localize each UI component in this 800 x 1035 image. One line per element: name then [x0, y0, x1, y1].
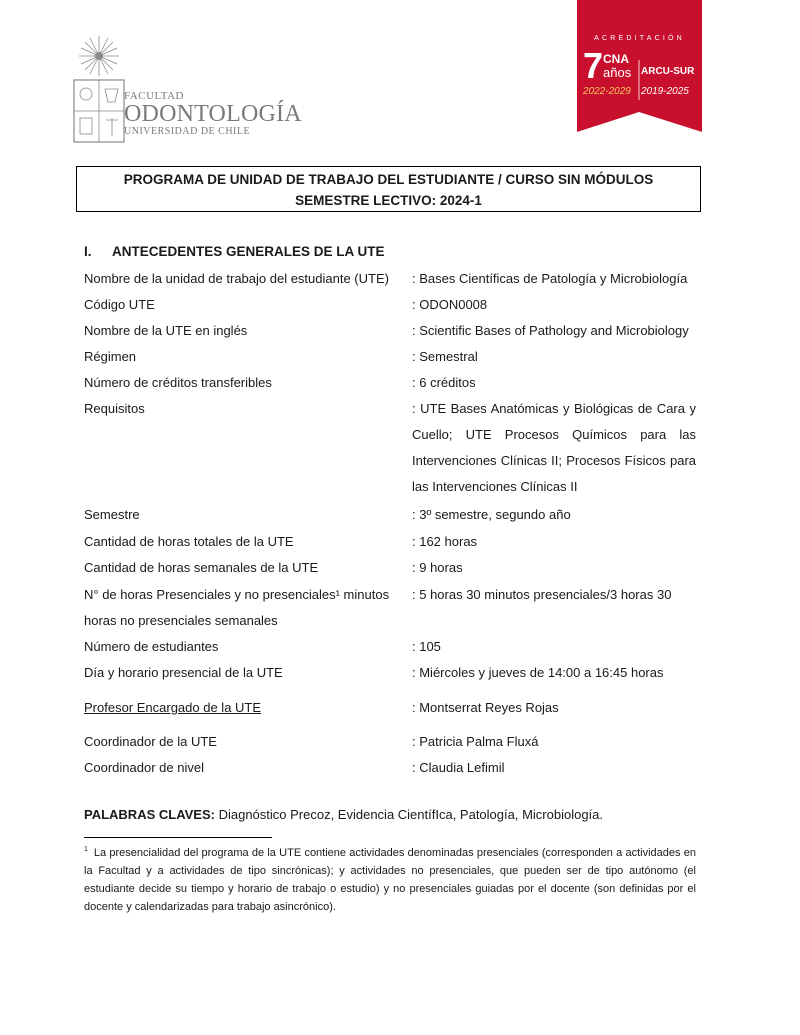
logo-university-name: UNIVERSIDAD DE CHILE [124, 126, 251, 137]
info-label: Día y horario presencial de la UTE [84, 665, 283, 680]
info-value: : 162 horas [412, 534, 478, 549]
program-semester: SEMESTRE LECTIVO: 2024-1 [295, 193, 482, 208]
faculty-logo [72, 34, 302, 146]
accreditation-arcu: ARCU-SUR [641, 66, 695, 77]
section-number: I. [84, 244, 92, 259]
program-title: PROGRAMA DE UNIDAD DE TRABAJO DEL ESTUDIANTE / CURSO SIN MÓDULOS [123, 172, 654, 187]
info-value: : Claudia Lefimil [412, 760, 505, 775]
info-label: Número de créditos transferibles [84, 375, 272, 390]
info-value: : ODON0008 [412, 297, 488, 312]
info-value: : Montserrat Reyes Rojas [412, 700, 559, 715]
info-label: Coordinador de nivel [84, 760, 204, 775]
info-value: : Scientific Bases of Pathology and Microbiology [412, 323, 689, 338]
program-title-box [76, 166, 701, 212]
accreditation-ribbon [577, 0, 702, 132]
info-value: : 6 créditos [412, 375, 476, 390]
info-label: Régimen [84, 349, 137, 364]
keywords-text: Diagnóstico Precoz, Evidencia CientífIca, Patología, Microbiología. [214, 807, 604, 822]
footnote-marker: 1 [84, 846, 88, 854]
info-value: : 105 [412, 639, 441, 654]
info-label: Semestre [84, 507, 140, 522]
keywords-label: PALABRAS CLAVES: [84, 807, 215, 822]
keywords-line [84, 807, 603, 822]
university-emblem-icon [72, 34, 126, 146]
info-label: Cantidad de horas semanales de la UTE [84, 560, 319, 575]
logo-faculty-name: ODONTOLOGÍA [124, 101, 302, 127]
logo-faculty-label: FACULTAD [124, 90, 184, 102]
section-title: ANTECEDENTES GENERALES DE LA UTE [112, 244, 385, 259]
accreditation-years-word: años [603, 65, 632, 80]
info-label: N° de horas Presenciales y no presenciales¹ minutos horas no presenciales semanales [84, 587, 390, 628]
info-label: Cantidad de horas totales de la UTE [84, 534, 294, 549]
info-value: : 9 horas [412, 560, 463, 575]
accreditation-arcu-period: 2019-2025 [641, 86, 689, 97]
info-value: : 5 horas 30 minutos presenciales/3 horas 30 [412, 587, 672, 602]
accreditation-cna: CNA [603, 52, 629, 66]
footnote [84, 844, 696, 916]
info-label: Número de estudiantes [84, 639, 219, 654]
info-label: Coordinador de la UTE [84, 734, 217, 749]
info-value: : UTE Bases Anatómicas y Biológicas de Cara y Cuello; UTE Procesos Químicos para las Intervenciones Clínicas II; Procesos Físicos para las Intervenciones Clínicas II [412, 401, 696, 494]
info-value: : Patricia Palma Fluxá [412, 734, 539, 749]
footnote-text: La presencialidad del programa de la UTE contiene actividades denominadas presenciales (corresponden a actividades en la Facultad y a actividades de tipo sincrónicas); y actividades no presenciales, que pueden ser de tipo autónomo (el estudiante decide su tiempo y horario de trabajo o estudio) y no presenciales guiadas por el docente (son definidas por el docente y calendarizadas para trabajo asincrónico). [84, 847, 696, 913]
info-value: : Bases Científicas de Patología y Microbiología [412, 271, 688, 286]
accreditation-label: ACREDITACIÓN [594, 35, 685, 42]
info-label: Nombre de la unidad de trabajo del estudiante (UTE) [84, 271, 389, 286]
section-heading [84, 244, 385, 259]
info-value: : Semestral [412, 349, 478, 364]
info-value: : Miércoles y jueves de 14:00 a 16:45 horas [412, 665, 664, 680]
info-label: Código UTE [84, 297, 155, 312]
info-value: : 3º semestre, segundo año [412, 507, 571, 522]
accreditation-cna-period: 2022-2029 [583, 86, 631, 97]
info-label: Requisitos [84, 401, 145, 416]
info-label: Profesor Encargado de la UTE [84, 700, 262, 715]
accreditation-years-number: 7 [583, 45, 604, 86]
info-label: Nombre de la UTE en inglés [84, 323, 248, 338]
footnote-divider [84, 837, 272, 838]
